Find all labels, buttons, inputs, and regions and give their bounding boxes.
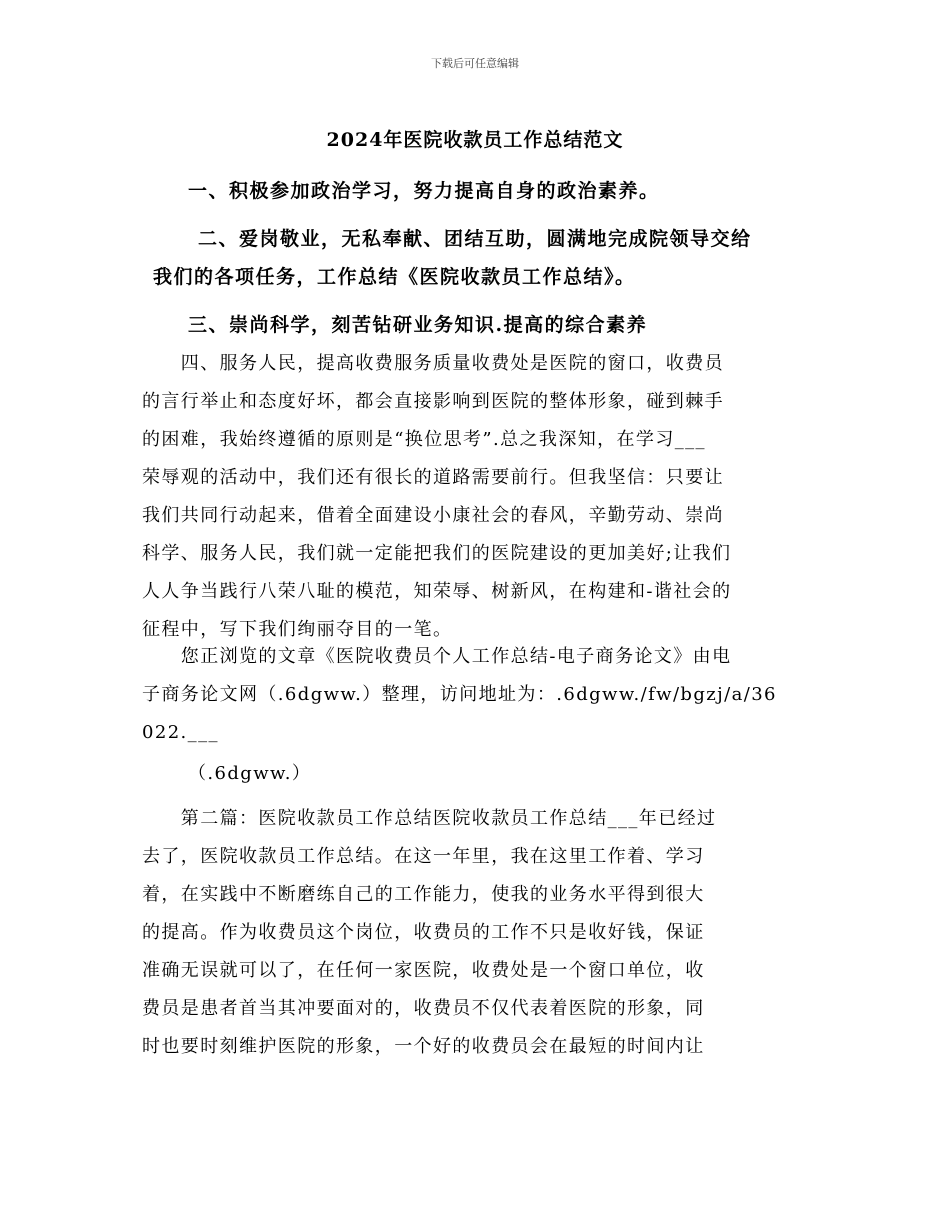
paragraph-line: 022.___ [142,722,219,743]
paragraph-line: 科学、服务人民，我们就一定能把我们的医院建设的更加美好;让我们 [142,543,732,564]
page-header-note: 下载后可任意编辑 [431,57,519,70]
section-heading-2-line-2: 我们的各项任务，工作总结《医院收款员工作总结》。 [153,266,636,288]
paragraph-line: 的困难，我始终遵循的原则是“换位思考”.总之我深知，在学习___ [142,429,706,450]
paragraph-line: 我们共同行动起来，借着全面建设小康社会的春风，辛勤劳动、崇尚 [142,505,724,526]
paragraph-line: 荣辱观的活动中，我们还有很长的道路需要前行。但我坚信：只要让 [142,467,724,488]
section-4-paragraph [142,345,731,649]
section-heading-2-line-1: 二、爱岗敬业，无私奉献、团结互助，圆满地完成院领导交给 [198,228,752,250]
section-heading-3: 三、崇尚科学，刻苦钻研业务知识.提高的综合素养 [188,314,648,336]
paragraph-line: 人人争当践行八荣八耻的模范，知荣辱、树新风，在构建和-谐社会的 [142,581,732,602]
paragraph-line: 去了，医院收款员工作总结。在这一年里，我在这里工作着、学习 [142,846,705,867]
paragraph-line: 四、服务人民，提高收费服务质量收费处是医院的窗口，收费员 [142,353,724,374]
section-heading-1: 一、积极参加政治学习，努力提高自身的政治素养。 [188,180,660,202]
paragraph-line: 时也要时刻维护医院的形象，一个好的收费员会在最短的时间内让 [142,1036,705,1057]
part-2-paragraph [142,800,716,1066]
paragraph-line: 的言行举止和态度好坏，都会直接影响到医院的整体形象，碰到棘手 [142,391,724,412]
paragraph-line: 子商务论文网（.6dgww.）整理，访问地址为：.6dgww./fw/bgzj/a/36 [142,684,777,705]
paragraph-line: 的提高。作为收费员这个岗位，收费员的工作不只是收好钱，保证 [142,922,705,943]
source-note-paragraph [142,638,777,752]
paragraph-line: 费员是患者首当其冲要面对的，收费员不仅代表着医院的形象，同 [142,998,705,1019]
paragraph-line: 准确无误就可以了，在任何一家医院，收费处是一个窗口单位，收 [142,960,705,981]
source-short-line: （.6dgww.） [188,763,312,784]
document-title: 2024年医院收款员工作总结范文 [326,129,624,151]
paragraph-line: 着，在实践中不断磨练自己的工作能力，使我的业务水平得到很大 [142,884,705,905]
paragraph-line: 第二篇：医院收款员工作总结医院收款员工作总结___年已经过 [142,808,717,829]
paragraph-line: 您正浏览的文章《医院收费员个人工作总结-电子商务论文》由电 [142,646,732,667]
paragraph-line: 征程中，写下我们绚丽夺目的一笔。 [142,619,453,640]
